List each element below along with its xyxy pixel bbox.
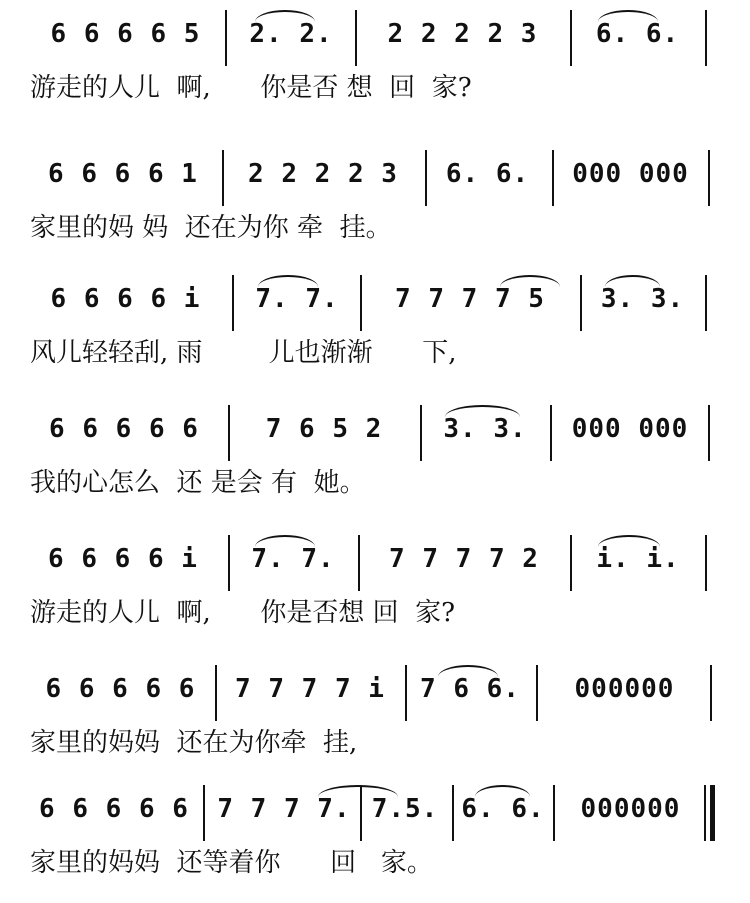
barline	[225, 10, 227, 66]
measure-notes: 000000	[580, 794, 681, 824]
measure	[556, 395, 704, 465]
measure	[208, 775, 360, 845]
measure-notes: 7 7 7 7 i	[235, 674, 385, 704]
score-line	[0, 655, 750, 783]
measure-notes: 2 2 2 2 3	[248, 159, 398, 189]
lyric-line: 我的心怎么 还 是会 有 她。	[30, 468, 366, 498]
lyric-line: 家里的妈妈 还等着你 回 家。	[30, 848, 433, 878]
barline	[553, 785, 555, 841]
barline	[222, 150, 224, 206]
slur	[605, 275, 660, 299]
measure-notes: 6 6 6 6 1	[48, 159, 198, 189]
barline	[536, 665, 538, 721]
measure-notes: 6 6 6 6 6	[39, 794, 189, 824]
measure-notes: 2. 2.	[249, 19, 333, 49]
barline	[228, 535, 230, 591]
barline	[360, 785, 362, 841]
measure-notes: 7 7 7 7 2	[389, 544, 539, 574]
notation-row	[0, 395, 750, 465]
barline	[358, 535, 360, 591]
notation-row	[0, 140, 750, 210]
barline	[360, 275, 362, 331]
barline	[570, 10, 572, 66]
barline	[215, 665, 217, 721]
final-barline-thin	[704, 785, 706, 841]
measure-notes: 6 6 6 6 6	[45, 674, 196, 704]
measure-notes: 7. 7.	[255, 284, 339, 314]
slur	[258, 275, 318, 299]
measure	[542, 655, 707, 725]
measure-notes: 000 000	[572, 159, 689, 189]
measure-notes: 3. 3.	[443, 414, 527, 444]
measure-notes: 6. 6.	[595, 19, 680, 49]
lyric-line: 家里的妈妈 还在为你牵 挂,	[30, 728, 358, 758]
barline	[355, 10, 357, 66]
measure	[28, 0, 223, 70]
barline	[228, 405, 230, 461]
barline	[705, 275, 707, 331]
notation-row	[0, 265, 750, 335]
measure	[364, 525, 564, 595]
lyric-line: 游走的人儿 啊, 你是否 想 回 家?	[30, 73, 472, 103]
measure-notes: 7 6 6.	[420, 674, 520, 704]
barline	[552, 150, 554, 206]
measure-notes: 7 7 7 7.	[217, 794, 351, 824]
lyric-line: 风儿轻轻刮, 雨 儿也渐渐 下,	[30, 338, 457, 368]
notation-row	[0, 525, 750, 595]
measure-notes: 6. 6.	[445, 159, 530, 189]
measure-notes: 3. 3.	[600, 284, 685, 314]
final-barline-thick	[710, 785, 715, 841]
measure-notes: 6 6 6 6 5	[50, 19, 201, 49]
slur	[255, 10, 315, 34]
measure-notes: 7.5.	[371, 794, 439, 824]
measure	[28, 265, 223, 335]
measure	[558, 775, 703, 845]
barline	[550, 405, 552, 461]
barline	[705, 10, 707, 66]
measure	[28, 655, 213, 725]
measure-notes: 6 6 6 6 6	[49, 414, 199, 444]
measure-notes: 6 6 6 6 i	[48, 544, 198, 574]
measure	[558, 140, 703, 210]
measure	[28, 395, 220, 465]
barline	[232, 275, 234, 331]
barline	[710, 665, 712, 721]
measure-notes: 6 6 6 6 i	[50, 284, 201, 314]
score-line	[0, 775, 750, 903]
slur	[445, 405, 520, 429]
measure	[28, 525, 218, 595]
score-line	[0, 0, 750, 128]
slur	[438, 665, 498, 689]
slur	[598, 535, 660, 559]
score-line	[0, 265, 750, 393]
measure	[360, 0, 565, 70]
measure	[234, 395, 414, 465]
measure-notes: 2 2 2 2 3	[387, 19, 538, 49]
barline	[705, 535, 707, 591]
score-line	[0, 140, 750, 268]
notation-row	[0, 775, 750, 845]
slur	[475, 785, 530, 809]
score-line	[0, 525, 750, 653]
measure-notes: 7. 7.	[251, 544, 335, 574]
slur	[598, 10, 658, 34]
measure	[28, 140, 218, 210]
barline	[425, 150, 427, 206]
slur	[500, 275, 560, 299]
barline	[405, 665, 407, 721]
score-line	[0, 395, 750, 523]
barline	[708, 405, 710, 461]
barline	[203, 785, 205, 841]
barline	[420, 405, 422, 461]
measure-notes: 000000	[574, 674, 675, 704]
measure-notes: 7 6 5 2	[265, 414, 383, 444]
measure	[430, 140, 545, 210]
measure	[365, 775, 445, 845]
barline	[708, 150, 710, 206]
measure	[220, 655, 400, 725]
barline	[452, 785, 454, 841]
barline	[580, 275, 582, 331]
measure-notes: 000 000	[571, 414, 689, 444]
barline	[570, 535, 572, 591]
measure-notes: i. i.	[596, 544, 680, 574]
lyric-line: 游走的人儿 啊, 你是否想 回 家?	[30, 598, 456, 628]
lyric-line: 家里的妈 妈 还在为你 牵 挂。	[30, 213, 392, 243]
measure-notes: 7 7 7 7 5	[395, 284, 545, 314]
notation-row	[0, 0, 750, 70]
measure-notes: 6. 6.	[461, 794, 545, 824]
measure	[228, 140, 418, 210]
slur	[255, 535, 315, 559]
notation-row	[0, 655, 750, 725]
measure	[28, 775, 200, 845]
